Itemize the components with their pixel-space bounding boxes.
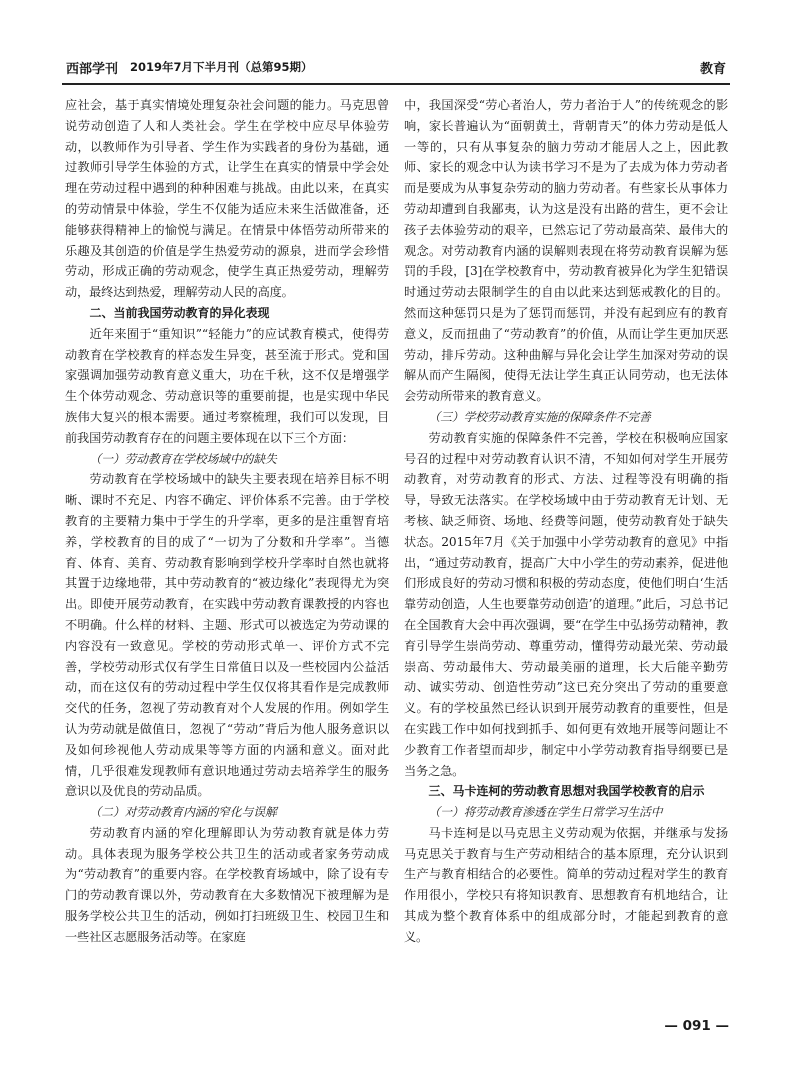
- header-rule: [62, 83, 730, 85]
- section-heading: 三、马卡连柯的劳动教育思想对我国学校教育的启示: [428, 784, 705, 799]
- section-heading: （一）将劳动教育渗透在学生日常学习生活中: [428, 805, 663, 820]
- paragraph: 劳动教育实施的保障条件不完善，学校在积极响应国家号召的过程中对劳动教育认识不清，不知如何对学生开展劳动教育，对劳动教育的形式、方法、过程等没有明确的指导，导致无法落实。在学校场域中由于劳动教育无计划、无考核、缺乏师资、场地、经费等问题，使劳动教育处于缺失状态。2015年7月《关于加强中小学劳动教育的意见》中指出，“通过劳动教育，提高广大中小学生的劳动素养，促进他们形成良好的劳动习惯和积极的劳动态度，使他们明白‘生活靠劳动创造，人生也要靠劳动创造’的道理。”此后，习总书记在全国教育大会中再次强调，要“在学生中弘扬劳动精神，教育引导学生崇尚劳动、尊重劳动，懂得劳动最光荣、劳动最崇高、劳动最伟大、劳动最美丽的道理，长大后能辛勤劳动、诚实劳动、创造性劳动”这已充分突出了劳动的重要意义。有的学校虽然已经认识到开展劳动教育的重要性，但是在实践工作中如何找到抓手、如何更有效地开展等问题让不少教育工作者望而却步，制定中小学劳动教育指导纲要已是当务之急。: [404, 430, 728, 778]
- section-heading: （一）劳动教育在学校场域中的缺失: [89, 451, 277, 466]
- section-heading: 二、当前我国劳动教育的异化表现: [89, 305, 270, 320]
- paragraph: 马卡连柯是以马克思主义劳动观为依据，并继承与发扬马克思关于教育与生产劳动相结合的基本原理，充分认识到生产与教育相结合的必要性。简单的劳动过程对学生的教育作用很小，学校只有将知识教育、思想教育有机地结合，让其成为整个教育体系中的组成部分时，才能起到教育的意义。: [404, 825, 728, 944]
- section-name: 教育: [699, 62, 726, 77]
- left-column: [65, 95, 389, 1015]
- paragraph: 劳动教育在学校场域中的缺失主要表现在培养目标不明晰、课时不充足、内容不确定、评价体系不完善。由于学校教育的主要精力集中于学生的升学率，更多的是注重智育培养，学校教育的目的成了“一切为了分数和升学率”。当德育、体育、美育、劳动教育影响到学校升学率时自然也就将其置于边缘地带，其中劳动教育的“被边缘化”表现得尤为突出。即使开展劳动教育，在实践中劳动教育课教授的内容也不明确。什么样的材料、主题、形式可以被选定为劳动课的内容没有一致意见。学校的劳动形式单一、评价方式不完善，学校劳动形式仅有学生日常值日以及一些校园内公益活动，而在这仅有的劳动过程中学生仅仅将其看作是完成教师交代的任务，忽视了劳动教育对个人发展的作用。例如学生认为劳动就是做值日，忽视了“劳动”背后为他人服务意识以及如何珍视他人劳动成果等等方面的内涵和意义。面对此情，几乎很难发现教师有意识地通过劳动去培养学生的服务意识以及优良的劳动品质。: [65, 472, 389, 799]
- page-number: — 091 —: [664, 1018, 729, 1034]
- section-heading: （二）对劳动教育内涵的窄化与误解: [89, 805, 277, 820]
- paragraph: 中，我国深受“劳心者治人，劳力者治于人”的传统观念的影响，家长普遍认为“面朝黄土，背朝青天”的体力劳动是低人一等的，只有从事复杂的脑力劳动才能居人之上，因此教师、家长的观念中认为读书学习不是为了去成为体力劳动者而是要成为从事复杂劳动的脑力劳动者。有些家长从事体力劳动却遭到自我鄙夷，认为这是没有出路的营生，更不会让孩子去体验劳动的艰辛，已然忘记了劳动最高荣、最伟大的观念。对劳动教育内涵的误解则表现在将劳动教育误解为惩罚的手段，[3]在学校教育中，劳动教育被异化为学生犯错误时通过劳动去限制学生的自由以此来达到惩戒教化的目的。然而这种惩罚只是为了惩罚而惩罚，并没有起到应有的教育意义，反而扭曲了“劳动教育”的价值，从而让学生更加厌恶劳动，排斥劳动。这种曲解与异化会让学生加深对劳动的误解从而产生隔阂，使得无法让学生真正认同劳动，也无法体会劳动所带来的教育意义。: [404, 98, 728, 404]
- page-header: [66, 58, 728, 80]
- paragraph: 应社会，基于真实情境处理复杂社会问题的能力。马克思曾说劳动创造了人和人类社会。学生在学校中应尽早体验劳动，以教师作为引导者、学生作为实践者的身份为基础，通过教师引导学生体验的方式，让学生在真实的情景中学会处理在劳动过程中遇到的种种困难与挑战。由此以来，在真实的劳动情景中体验，学生不仅能为适应未来生活做准备，还能够获得精神上的愉悦与满足。在情景中体悟劳动所带来的乐趣及其创造的价值是学生热爱劳动的源泉，进而学会珍惜劳动，形成正确的劳动观念，使学生真正热爱劳动，理解劳动，最终达到热爱，理解劳动人民的高度。: [65, 98, 389, 300]
- right-column: [404, 95, 728, 1015]
- section-heading: （三）学校劳动教育实施的保障条件不完善: [428, 409, 651, 424]
- issue-info: 2019年7月下半月刊（总第95期）: [130, 60, 313, 74]
- journal-logo: 西部学刊: [66, 62, 119, 77]
- paragraph: 近年来囿于“重知识”“轻能力”的应试教育模式，使得劳动教育在学校教育的样态发生异变，甚至流于形式。党和国家强调加强劳动教育意义重大，功在千秋，这不仅是增强学生个体劳动观念、劳动意识等的重要前提，也是实现中华民族伟大复兴的根本需要。通过考察梳理，我们可以发现，目前我国劳动教育存在的问题主要体现在以下三个方面：: [65, 326, 389, 445]
- paragraph: 劳动教育内涵的窄化理解即认为劳动教育就是体力劳动。具体表现为服务学校公共卫生的活动或者家务劳动成为“劳动教育”的重要内容。在学校教育场域中，除了设有专门的劳动教育课以外，劳动教育在大多数情况下被理解为是服务学校公共卫生的活动，例如打扫班级卫生、校园卫生和一些社区志愿服务活动等。在家庭: [65, 825, 389, 944]
